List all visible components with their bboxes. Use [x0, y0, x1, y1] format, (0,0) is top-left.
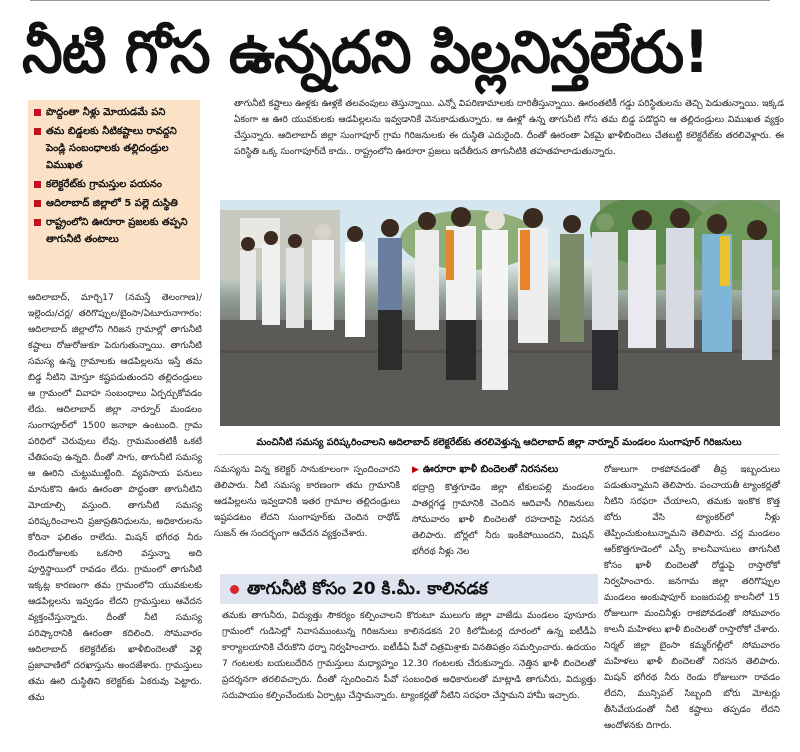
- highlight-item: పొద్దంతా నీళ్లు మోయడమే పని: [34, 104, 194, 121]
- intro-paragraph: తాగునీటి కష్టాలు ఊళ్లకు ఊళ్లకే తలవంపులు తెస్తున్నాయి. ఎన్నో విపరిణామాలకు దారితీస్తున్నాయి. ఊరంతటికీ గడ్డు పరిస్థితులను తెచ్చి పెడుతున్నాయి. ఇక్కడ ఏకంగా ఆ ఊరి యువకులకు ఆడపిల్లలను ఇవ్వడానికే వెనుకాడుతున్నారు. ఆ ఊళ్లో ఉన్న తాగునీటి గోస తమ బిడ్డ పడొద్దని ఆ తల్లిదండ్రులు విముఖత వ్యక్తం చేస్తున్నారు. ఆదిలాబాద్ జిల్లా సుంగాపూర్ గ్రామ గిరిజనులకు ఈ దుస్థితి ఎదురైంది. దీంతో ఊరంతా ఏకమై ఖాళీబిందెలు చేతబట్టి కలెక్టరేట్‌కు తరలివెళ్లారు. ఈ పరిస్థితి ఒక్క సుంగాపూర్‌దే కాదు.. రాష్ట్రంలోని ఊరూరా ప్రజలు ఇదేతీరున తాగునీటికి తహతహలాడుతున్నారు.: [234, 99, 784, 157]
- highlight-item: కలెక్టరేట్‌కు గ్రామస్తుల పయనం: [34, 176, 194, 193]
- article-column-3: [412, 462, 594, 560]
- walk-subheading-bar: [220, 574, 598, 604]
- news-photo: [220, 200, 780, 426]
- article-column-2: [214, 462, 400, 542]
- column-1-text: ఆదిలాబాద్, మార్చి17 (నమస్తే తెలంగాణ)/ఇల్లెందు/చర్ల/ తరిగొప్పుల/బైంసా/ఏటూరునాగారం: ఆదిలాబాద్ జిల్లాలోని గిరిజన గ్రామాల్లో తాగునీటి కష్టాలు రోజురోజుకూ పెరుగుతున్నాయి. తాగునీటి సమస్య ఉన్న గ్రామాలకు ఆడపిల్లలను ఇస్తే తమ బిడ్డ నీటిని మోస్తూ కష్టపడుతుందని తల్లిదండ్రులు ఆ గ్రామంలో వివాహ సంబంధాలు ఏర్పర్చుకోవడం లేదు. ఆదిలాబాద్ జిల్లా నార్నూర్ మండలం సుంగాపూర్‌లో 1500 జనాభా ఉంటుంది. గ్రామ పరిధిలో చెరువులు లేవు. గ్రామమంతటికీ ఒకటే చేతిపంపు ఉన్నది. దీంతో సాగు, తాగునీటి సమస్య ఆ ఊరిని చుట్టుముట్టింది. వ్యవసాయ పనులు మానుకొని ఊరు ఊరంతా పొద్దంతా తాగునీటిని మోయాల్సి వస్తుంది. తాగునీటి సమస్య పరిష్కరించాలని ప్రజాప్రతినిధులను, అధికారులను కోరినా ఫలితం రాలేదు. మిషన్ భగీరథ నీరు రెండురోజులకు ఒకసారి వస్తున్నా అది పూర్తిస్థాయిలో రావడం లేదు. గ్రామంలో తాగునీటి ఇక్కట్ల కారణంగా తమ గ్రామంలోని యువకులకు ఆడపిల్లలను ఇవ్వడం లేదని గ్రామస్తులు ఆవేదన వ్యక్తంచేస్తున్నారు. దీంతో నీటి సమస్య పరిష్కారానికి ఊరంతా కదిలింది. సోమవారం ఆదిలాబాద్ కలెక్టరేట్‌కు ఖాళీబిందెలతో వెళ్లి ప్రజావాణిలో దరఖాస్తును అందజేశారు. గ్రామస్తులు తమ ఊరి దుస్థితిని కలెక్టర్‌కు ఏకరువు పెట్టారు. తమ: [28, 293, 202, 703]
- protest-subheading-text: ఊరూరా ఖాళీ బిందెలతో నిరసనలు: [422, 464, 559, 475]
- red-dot-icon: [230, 585, 239, 594]
- column-5-text: తమకు తాగునీరు, విద్యుత్తు సౌకర్యం కల్పించాలని కొరుటూ ములుగు జిల్లా వాజేడు మండలం పూసూరు గ్రామంలో గుడిసెల్లో నివాసముంటున్న గిరిజనులు కాలినడకన 20 కిలోమీటర్ల దూరంలో ఉన్న ఐటీడీఏ కార్యాలయానికి చేరుకొని ధర్నా నిర్వహించారు. ఐటీడీఏ పీవో చిత్రమిశ్రాకు వినతిపత్రం సమర్పించారు. ఉదయం 7 గంటలకు బయలుదేరిన గ్రామస్తులు మధ్యాహ్నం 12.30 గంటలకు చేరుకున్నారు. నెత్తిన ఖాళీ బిందెలతో ప్రదర్శనగా తరలివచ్చారు. దీంతో స్పందించిన పీవో సంబంధిత అధికారులతో మాట్లాడి తాగునీరు, విద్యుత్తు సదుపాయం కల్పించేందుకు ఏర్పాట్లు చేస్తామన్నారు. ట్యాంకర్లతో నీటిని సరఫరా చేస్తామని హామీ ఇచ్చారు.: [222, 611, 596, 701]
- walk-subheading-text: తాగునీటి కోసం 20 కి.మీ. కాలినడక: [247, 579, 488, 599]
- article-column-5: [222, 608, 596, 704]
- highlights-box: [28, 100, 200, 280]
- highlights-list: [28, 100, 200, 248]
- highlight-item: తమ బిడ్డలకు నీటికష్టాలు రావద్దని పెండ్లి సంబంధాలకు తల్లిదండ్రుల విముఖత: [34, 123, 194, 174]
- column-2-text: సమస్యను విన్న కలెక్టర్ సానుకూలంగా స్పందించారని తెలిపారు. నీటి సమస్య కారణంగా తమ గ్రామానికి ఆడపిల్లలను ఇవ్వడానికి ఇతర గ్రామాల తల్లిదండ్రులు ఇష్టపడటం లేదని సుంగాపూర్‌కు చెందిన రాథోడ్ సుజన్ ఈ సందర్భంగా ఆవేదన వ్యక్తంచేశారు.: [214, 465, 400, 539]
- highlight-item: ఆదిలాబాద్ జిల్లాలో 5 పల్లె దుస్థితి: [34, 195, 194, 212]
- column-4-text: రోజులుగా రాకపోవడంతో తీవ్ర ఇబ్బందులు పడుతున్నామని తెలిపారు. పంచాయతీ ట్యాంకర్లతో నీటిని సరఫరా చేయాలని, తమకు ఇంకొక కొత్త బోరు వేసి ట్యాంకర్‌లో నీళ్లు తెప్పించుకుంటున్నామని తెలిపారు. చర్ల మండలం ఆర్‌కొత్తగూడెంలో ఎస్సీ కాలనీవాసులు తాగునీటి కోసం ఖాళీ బిందెలతో రోడ్డుపై రాస్తారోకో నిర్వహించారు. జనగామ జిల్లా తరిగొప్పుల మండలం అంకుషాపూర్ బంజరుపల్లి కాలనీలో 15 రోజులుగా మంచినీళ్లు రాకపోవడంతో సోమవారం కాలనీ మహిళలు ఖాళీ బిందెలతో రాస్తారోకో చేశారు. నిర్మల్ జిల్లా బైంసా కమ్మర్‌గల్లీలో సోమవారం మహిళలు ఖాళీ బిందెలతో నిరసన తెలిపారు. మిషన్ భగీరథ నీరు రెండు రోజులుగా రావడం లేదని, మున్సిపల్ సిబ్బంది బోరు మోటర్లు తీసివేయడంతో నీటి కష్టాలు తప్పడం లేదని ఆందోళనకు దిగారు.: [604, 465, 780, 731]
- article-column-4: [604, 462, 780, 734]
- highlight-item: రాష్ట్రంలోని ఊరూరా ప్రజలకు తప్పని తాగునీటి తంటాలు: [34, 214, 194, 248]
- protest-subheading: [412, 462, 594, 478]
- top-rule: [30, 0, 770, 7]
- protest-march-illustration: [220, 200, 780, 426]
- triangle-marker-icon: ▶: [412, 465, 419, 475]
- column-3-text: భద్రాద్రి కొత్తగూడెం జిల్లా టేకులపల్లి మండలం పాతర్లగడ్డ గ్రామానికి చెందిన ఆదివాసీ గిరిజనులు సోమవారం ఖాళీ బిందెలతో రహదారిపై నిరసన తెలిపారు. బోర్లలో నీరు ఇంకిపోయిందని, మిషన్ భగీరథ నీళ్లు నెల: [412, 483, 594, 557]
- article-column-1: [28, 290, 202, 706]
- headline: నీటి గోస ఉన్నదని పిల్లనిస్తలేరు!: [22, 18, 709, 86]
- photo-caption: మంచినీటి సమస్య పరిష్కరించాలని ఆదిలాబాద్ కలెక్టరేట్‌కు తరలివెళ్తున్న ఆదిలాబాద్ జిల్లా నార్నూర్ మండలం సుంగాపూర్ గిరిజనులు: [218, 432, 780, 455]
